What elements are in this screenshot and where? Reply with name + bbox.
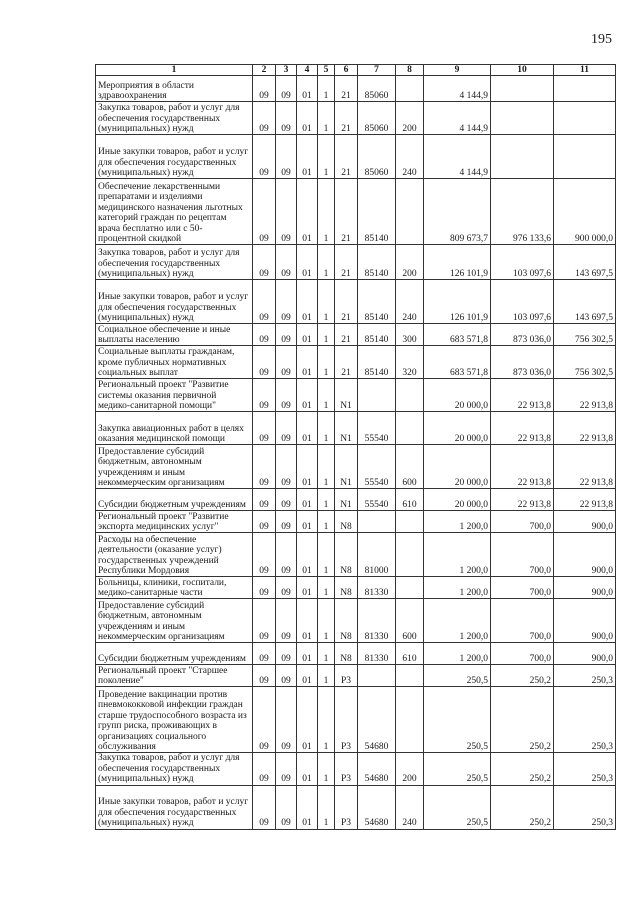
code-6-cell: N1 [335, 445, 358, 489]
code-7-cell: 54680 [358, 753, 396, 785]
table-row [96, 533, 616, 577]
value-10-cell: 873 036,0 [491, 324, 554, 346]
code-2-cell: 09 [253, 324, 276, 346]
item-name-cell: Субсидии бюджетным учреждениям [96, 489, 253, 511]
item-name-cell: Больницы, клиники, госпитали, медико-санитарные части [96, 577, 253, 599]
value-10-cell: 22 913,8 [491, 412, 554, 445]
code-2-cell: 09 [253, 245, 276, 280]
code-2-cell: 09 [253, 346, 276, 379]
code-6-cell: 21 [335, 346, 358, 379]
item-name-cell: Предоставление субсидий бюджетным, автономным учреждениям и иным некоммерческим организациям [96, 445, 253, 489]
column-header-5: 5 [318, 65, 335, 76]
table-row [96, 687, 616, 753]
value-9-cell: 250,5 [424, 753, 491, 785]
code-4-cell: 01 [297, 346, 318, 379]
page-number: 195 [591, 32, 612, 47]
code-6-cell: 21 [335, 245, 358, 280]
code-7-cell: 85060 [358, 76, 396, 102]
item-name-cell: Иные закупки товаров, работ и услуг для обеспечения государственных (муниципальных) нужд [96, 135, 253, 179]
code-7-cell: 85140 [358, 245, 396, 280]
code-3-cell: 09 [276, 577, 297, 599]
code-7-cell: 55540 [358, 489, 396, 511]
value-10-cell: 976 133,6 [491, 179, 554, 245]
value-11-cell: 22 913,8 [554, 379, 616, 412]
code-8-cell: 200 [396, 102, 424, 135]
code-6-cell: 21 [335, 280, 358, 324]
code-7-cell [358, 665, 396, 687]
code-2-cell: 09 [253, 577, 276, 599]
value-9-cell: 4 144,9 [424, 135, 491, 179]
value-10-cell: 250,2 [491, 753, 554, 785]
code-6-cell: P3 [335, 665, 358, 687]
code-2-cell: 09 [253, 599, 276, 643]
value-10-cell: 22 913,8 [491, 379, 554, 412]
code-7-cell: 85140 [358, 280, 396, 324]
code-8-cell: 200 [396, 245, 424, 280]
value-11-cell: 143 697,5 [554, 280, 616, 324]
value-10-cell: 250,2 [491, 665, 554, 687]
value-11-cell: 900,0 [554, 533, 616, 577]
table-row [96, 102, 616, 135]
code-8-cell [396, 665, 424, 687]
value-9-cell: 1 200,0 [424, 533, 491, 577]
code-7-cell: 85140 [358, 179, 396, 245]
code-3-cell: 09 [276, 102, 297, 135]
value-10-cell: 700,0 [491, 643, 554, 665]
value-11-cell: 756 302,5 [554, 346, 616, 379]
column-header-6: 6 [335, 65, 358, 76]
code-7-cell: 81330 [358, 599, 396, 643]
budget-table [95, 64, 616, 830]
code-8-cell: 610 [396, 643, 424, 665]
code-3-cell: 09 [276, 643, 297, 665]
table-header [96, 65, 616, 76]
value-9-cell: 1 200,0 [424, 577, 491, 599]
code-8-cell [396, 533, 424, 577]
value-9-cell: 20 000,0 [424, 489, 491, 511]
table-row [96, 324, 616, 346]
code-5-cell: 1 [318, 511, 335, 533]
code-6-cell: N1 [335, 489, 358, 511]
table-row [96, 577, 616, 599]
value-11-cell [554, 102, 616, 135]
code-3-cell: 09 [276, 687, 297, 753]
table-row [96, 785, 616, 829]
code-2-cell: 09 [253, 785, 276, 829]
code-2-cell: 09 [253, 76, 276, 102]
code-6-cell: N8 [335, 511, 358, 533]
code-6-cell: 21 [335, 102, 358, 135]
code-5-cell: 1 [318, 379, 335, 412]
code-5-cell: 1 [318, 753, 335, 785]
code-3-cell: 09 [276, 753, 297, 785]
value-10-cell [491, 102, 554, 135]
item-name-cell: Обеспечение лекарственными препаратами и изделиями медицинского назначения льготных категорий граждан по рецептам врача бесплатно или с 50-процентной скидкой [96, 179, 253, 245]
value-9-cell: 20 000,0 [424, 412, 491, 445]
table-row [96, 280, 616, 324]
code-7-cell: 54680 [358, 785, 396, 829]
code-5-cell: 1 [318, 76, 335, 102]
code-5-cell: 1 [318, 533, 335, 577]
code-3-cell: 09 [276, 445, 297, 489]
code-4-cell: 01 [297, 102, 318, 135]
code-7-cell: 85140 [358, 346, 396, 379]
code-4-cell: 01 [297, 533, 318, 577]
code-6-cell: N8 [335, 577, 358, 599]
value-9-cell: 126 101,9 [424, 245, 491, 280]
code-8-cell [396, 687, 424, 753]
code-7-cell: 81330 [358, 643, 396, 665]
column-header-1: 1 [96, 65, 253, 76]
code-4-cell: 01 [297, 135, 318, 179]
code-7-cell: 55540 [358, 412, 396, 445]
table-row [96, 346, 616, 379]
code-4-cell: 01 [297, 245, 318, 280]
code-5-cell: 1 [318, 489, 335, 511]
column-header-11: 11 [554, 65, 616, 76]
value-9-cell: 809 673,7 [424, 179, 491, 245]
code-2-cell: 09 [253, 643, 276, 665]
table-body [96, 76, 616, 829]
code-8-cell [396, 76, 424, 102]
code-3-cell: 09 [276, 412, 297, 445]
code-2-cell: 09 [253, 665, 276, 687]
value-10-cell: 22 913,8 [491, 489, 554, 511]
table-row [96, 753, 616, 785]
code-3-cell: 09 [276, 511, 297, 533]
code-3-cell: 09 [276, 179, 297, 245]
item-name-cell: Предоставление субсидий бюджетным, автономным учреждениям и иным некоммерческим организациям [96, 599, 253, 643]
code-5-cell: 1 [318, 324, 335, 346]
code-8-cell: 200 [396, 753, 424, 785]
value-10-cell: 22 913,8 [491, 445, 554, 489]
code-3-cell: 09 [276, 785, 297, 829]
value-11-cell: 900,0 [554, 511, 616, 533]
code-3-cell: 09 [276, 346, 297, 379]
code-8-cell: 240 [396, 135, 424, 179]
code-8-cell [396, 511, 424, 533]
code-5-cell: 1 [318, 665, 335, 687]
table-row [96, 179, 616, 245]
value-10-cell: 700,0 [491, 577, 554, 599]
value-9-cell: 250,5 [424, 665, 491, 687]
code-5-cell: 1 [318, 577, 335, 599]
item-name-cell: Региональный проект "Развитие системы оказания первичной медико-санитарной помощи" [96, 379, 253, 412]
code-8-cell: 240 [396, 280, 424, 324]
value-10-cell: 250,2 [491, 687, 554, 753]
code-6-cell: N8 [335, 599, 358, 643]
value-9-cell: 4 144,9 [424, 76, 491, 102]
item-name-cell: Закупка товаров, работ и услуг для обеспечения государственных (муниципальных) нужд [96, 102, 253, 135]
value-10-cell: 700,0 [491, 599, 554, 643]
value-10-cell: 700,0 [491, 533, 554, 577]
value-9-cell: 683 571,8 [424, 346, 491, 379]
column-header-8: 8 [396, 65, 424, 76]
value-11-cell [554, 76, 616, 102]
header-row [96, 65, 616, 76]
code-5-cell: 1 [318, 643, 335, 665]
code-6-cell: N1 [335, 379, 358, 412]
code-2-cell: 09 [253, 280, 276, 324]
column-header-9: 9 [424, 65, 491, 76]
column-header-2: 2 [253, 65, 276, 76]
code-4-cell: 01 [297, 687, 318, 753]
code-2-cell: 09 [253, 102, 276, 135]
code-6-cell: 21 [335, 179, 358, 245]
value-9-cell: 250,5 [424, 785, 491, 829]
table-row [96, 445, 616, 489]
code-4-cell: 01 [297, 445, 318, 489]
code-3-cell: 09 [276, 489, 297, 511]
code-4-cell: 01 [297, 280, 318, 324]
code-2-cell: 09 [253, 753, 276, 785]
value-9-cell: 1 200,0 [424, 643, 491, 665]
code-7-cell: 81000 [358, 533, 396, 577]
item-name-cell: Закупка товаров, работ и услуг для обеспечения государственных (муниципальных) нужд [96, 245, 253, 280]
code-3-cell: 09 [276, 245, 297, 280]
value-11-cell: 900,0 [554, 577, 616, 599]
value-11-cell: 22 913,8 [554, 489, 616, 511]
value-10-cell [491, 135, 554, 179]
table-row [96, 643, 616, 665]
code-4-cell: 01 [297, 577, 318, 599]
code-6-cell: N8 [335, 643, 358, 665]
item-name-cell: Субсидии бюджетным учреждениям [96, 643, 253, 665]
code-2-cell: 09 [253, 489, 276, 511]
value-10-cell: 700,0 [491, 511, 554, 533]
code-2-cell: 09 [253, 135, 276, 179]
code-8-cell: 610 [396, 489, 424, 511]
table-row [96, 76, 616, 102]
value-11-cell: 900,0 [554, 599, 616, 643]
code-5-cell: 1 [318, 245, 335, 280]
code-5-cell: 1 [318, 785, 335, 829]
code-2-cell: 09 [253, 511, 276, 533]
value-11-cell: 756 302,5 [554, 324, 616, 346]
code-8-cell: 300 [396, 324, 424, 346]
value-9-cell: 1 200,0 [424, 511, 491, 533]
value-11-cell: 900,0 [554, 643, 616, 665]
code-2-cell: 09 [253, 412, 276, 445]
code-7-cell: 85060 [358, 102, 396, 135]
code-6-cell: 21 [335, 324, 358, 346]
code-5-cell: 1 [318, 687, 335, 753]
column-header-3: 3 [276, 65, 297, 76]
code-4-cell: 01 [297, 643, 318, 665]
code-4-cell: 01 [297, 599, 318, 643]
code-4-cell: 01 [297, 489, 318, 511]
table-row [96, 135, 616, 179]
code-5-cell: 1 [318, 179, 335, 245]
value-9-cell: 20 000,0 [424, 379, 491, 412]
code-7-cell: 55540 [358, 445, 396, 489]
value-9-cell: 4 144,9 [424, 102, 491, 135]
item-name-cell: Социальное обеспечение и иные выплаты населению [96, 324, 253, 346]
code-3-cell: 09 [276, 665, 297, 687]
item-name-cell: Региональный проект "Развитие экспорта медицинских услуг" [96, 511, 253, 533]
value-11-cell: 22 913,8 [554, 445, 616, 489]
code-6-cell: N1 [335, 412, 358, 445]
value-11-cell: 250,3 [554, 753, 616, 785]
code-8-cell: 600 [396, 445, 424, 489]
code-2-cell: 09 [253, 179, 276, 245]
item-name-cell: Иные закупки товаров, работ и услуг для обеспечения государственных (муниципальных) нужд [96, 785, 253, 829]
code-7-cell [358, 379, 396, 412]
item-name-cell: Проведение вакцинации против пневмококковой инфекции граждан старше трудоспособного возраста из групп риска, проживающих в организациях социального обслуживания [96, 687, 253, 753]
code-3-cell: 09 [276, 280, 297, 324]
value-10-cell: 103 097,6 [491, 245, 554, 280]
value-10-cell: 103 097,6 [491, 280, 554, 324]
item-name-cell: Мероприятия в области здравоохранения [96, 76, 253, 102]
code-8-cell [396, 412, 424, 445]
code-8-cell [396, 179, 424, 245]
value-11-cell: 250,3 [554, 687, 616, 753]
value-10-cell: 873 036,0 [491, 346, 554, 379]
code-8-cell: 320 [396, 346, 424, 379]
value-11-cell: 22 913,8 [554, 412, 616, 445]
code-3-cell: 09 [276, 599, 297, 643]
column-header-7: 7 [358, 65, 396, 76]
code-6-cell: 21 [335, 135, 358, 179]
item-name-cell: Закупка товаров, работ и услуг для обеспечения государственных (муниципальных) нужд [96, 753, 253, 785]
value-11-cell: 250,3 [554, 785, 616, 829]
code-8-cell [396, 577, 424, 599]
item-name-cell: Иные закупки товаров, работ и услуг для обеспечения государственных (муниципальных) нужд [96, 280, 253, 324]
code-4-cell: 01 [297, 379, 318, 412]
code-8-cell [396, 379, 424, 412]
code-3-cell: 09 [276, 135, 297, 179]
value-9-cell: 1 200,0 [424, 599, 491, 643]
code-4-cell: 01 [297, 412, 318, 445]
code-6-cell: 21 [335, 76, 358, 102]
code-4-cell: 01 [297, 324, 318, 346]
value-10-cell: 250,2 [491, 785, 554, 829]
code-6-cell: P3 [335, 785, 358, 829]
code-7-cell: 85060 [358, 135, 396, 179]
code-3-cell: 09 [276, 76, 297, 102]
item-name-cell: Закупка авиационных работ в целях оказания медицинской помощи [96, 412, 253, 445]
code-3-cell: 09 [276, 533, 297, 577]
column-header-10: 10 [491, 65, 554, 76]
code-7-cell [358, 511, 396, 533]
code-3-cell: 09 [276, 379, 297, 412]
value-11-cell: 900 000,0 [554, 179, 616, 245]
code-6-cell: P3 [335, 753, 358, 785]
code-4-cell: 01 [297, 76, 318, 102]
code-7-cell: 54680 [358, 687, 396, 753]
table-row [96, 489, 616, 511]
code-5-cell: 1 [318, 445, 335, 489]
value-9-cell: 250,5 [424, 687, 491, 753]
code-6-cell: P3 [335, 687, 358, 753]
item-name-cell: Социальные выплаты гражданам, кроме публичных нормативных социальных выплат [96, 346, 253, 379]
code-4-cell: 01 [297, 785, 318, 829]
table-row [96, 412, 616, 445]
item-name-cell: Расходы на обеспечение деятельности (оказание услуг) государственных учреждений Республики Мордовия [96, 533, 253, 577]
code-5-cell: 1 [318, 412, 335, 445]
code-5-cell: 1 [318, 135, 335, 179]
code-2-cell: 09 [253, 533, 276, 577]
table-row [96, 379, 616, 412]
code-4-cell: 01 [297, 511, 318, 533]
table-row [96, 599, 616, 643]
code-7-cell: 85140 [358, 324, 396, 346]
code-2-cell: 09 [253, 687, 276, 753]
code-4-cell: 01 [297, 665, 318, 687]
value-10-cell [491, 76, 554, 102]
code-8-cell: 600 [396, 599, 424, 643]
code-7-cell: 81330 [358, 577, 396, 599]
code-5-cell: 1 [318, 346, 335, 379]
value-11-cell: 250,3 [554, 665, 616, 687]
code-5-cell: 1 [318, 599, 335, 643]
table-row [96, 665, 616, 687]
code-6-cell: N8 [335, 533, 358, 577]
code-4-cell: 01 [297, 753, 318, 785]
code-5-cell: 1 [318, 280, 335, 324]
code-8-cell: 240 [396, 785, 424, 829]
value-9-cell: 20 000,0 [424, 445, 491, 489]
value-9-cell: 683 571,8 [424, 324, 491, 346]
item-name-cell: Региональный проект "Старшее поколение" [96, 665, 253, 687]
table-row [96, 245, 616, 280]
code-2-cell: 09 [253, 445, 276, 489]
value-9-cell: 126 101,9 [424, 280, 491, 324]
code-3-cell: 09 [276, 324, 297, 346]
value-11-cell [554, 135, 616, 179]
table-row [96, 511, 616, 533]
code-5-cell: 1 [318, 102, 335, 135]
column-header-4: 4 [297, 65, 318, 76]
code-2-cell: 09 [253, 379, 276, 412]
value-11-cell: 143 697,5 [554, 245, 616, 280]
code-4-cell: 01 [297, 179, 318, 245]
